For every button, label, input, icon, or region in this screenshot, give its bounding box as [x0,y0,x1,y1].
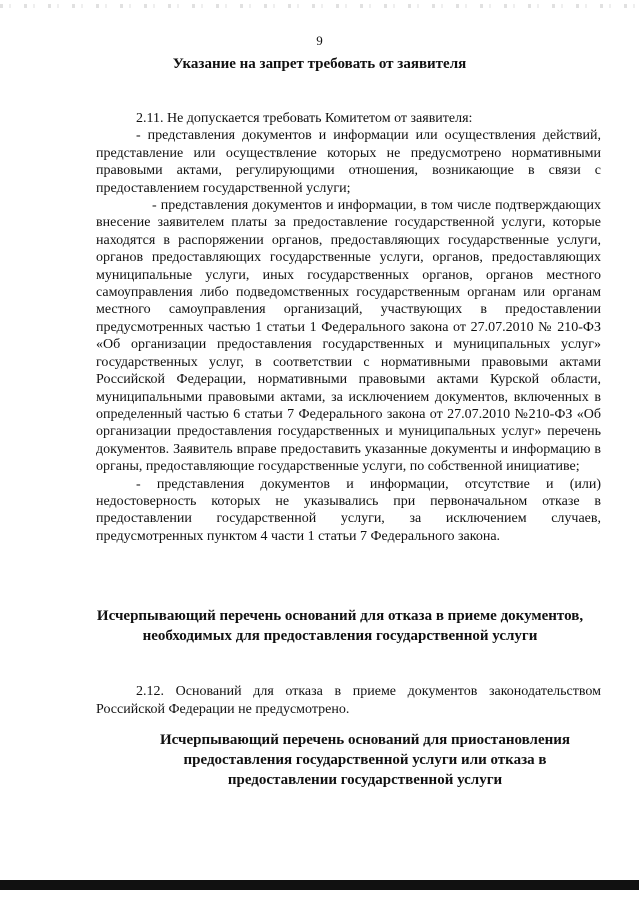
section-title-refusal-grounds: Исчерпывающий перечень оснований для отказа в приеме документов, необходимых для предоставления государственной услуги [96,608,584,644]
paragraph: 2.12. Оснований для отказа в приеме документов законодательством Российской Федерации не предусмотрено. [96,684,601,717]
section-title-suspension-grounds: Исчерпывающий перечень оснований для приостановления предоставления государственной услуги или отказа в предоставлении государственной услуги [159,732,571,788]
section-title-prohibition: Указание на запрет требовать от заявителя [172,56,467,72]
list-item: - представления документов и информации, в том числе подтверждающих внесение заявителем платы за предоставление государственной услуги, которые находятся в распоряжении органов, предоставляющих государственные услуги, органов предоставляющих государственные услуги, органов, предоставляющих муниципальные услуги, иных государственных органов, органов местного самоуправления либо подведомственных государственным органам или органам местного самоуправления организаций, участвующих в предоставлении предусмотренных частью 1 статьи 1 Федерального закона от 27.07.2010 № 210-ФЗ «Об организации предоставления государственных и муниципальных услуг» государственных услуг, в соответствии с нормативными правовыми актами Российской Федерации, нормативными правовыми актами Курской области, муниципальными правовыми актами, за исключением документов, включенных в определенный частью 6 статьи 7 Федерального закона от 27.07.2010 №210-ФЗ «Об организации предоставления государственных и муниципальных услуг» перечень документов. Заявитель вправе предоставить указанные документы и информацию в органы, предоставляющие государственные услуги, по собственной инициативе; [96,198,601,475]
page-number: 9 [316,33,323,48]
section-body-2-11 [96,110,601,545]
list-item: - представления документов и информации, отсутствие и (или) недостоверность которых не указывались при первоначальном отказе в предоставлении государственной услуги, за исключением случаев, предусмотренных пунктом 4 части 1 статьи 7 Федерального закона. [96,476,601,544]
list-item: - представления документов и информации или осуществления действий, представление или осуществление которых не предусмотрено нормативными правовыми актами, регулирующими отношения, возникающие в связи с предоставлением государственной услуги; [96,128,601,196]
section-body-2-12 [96,683,601,719]
scan-artifact-bottom-bar [0,880,639,890]
scan-artifact-top [0,4,639,8]
paragraph-lead: 2.11. Не допускается требовать Комитетом от заявителя: [136,111,473,126]
